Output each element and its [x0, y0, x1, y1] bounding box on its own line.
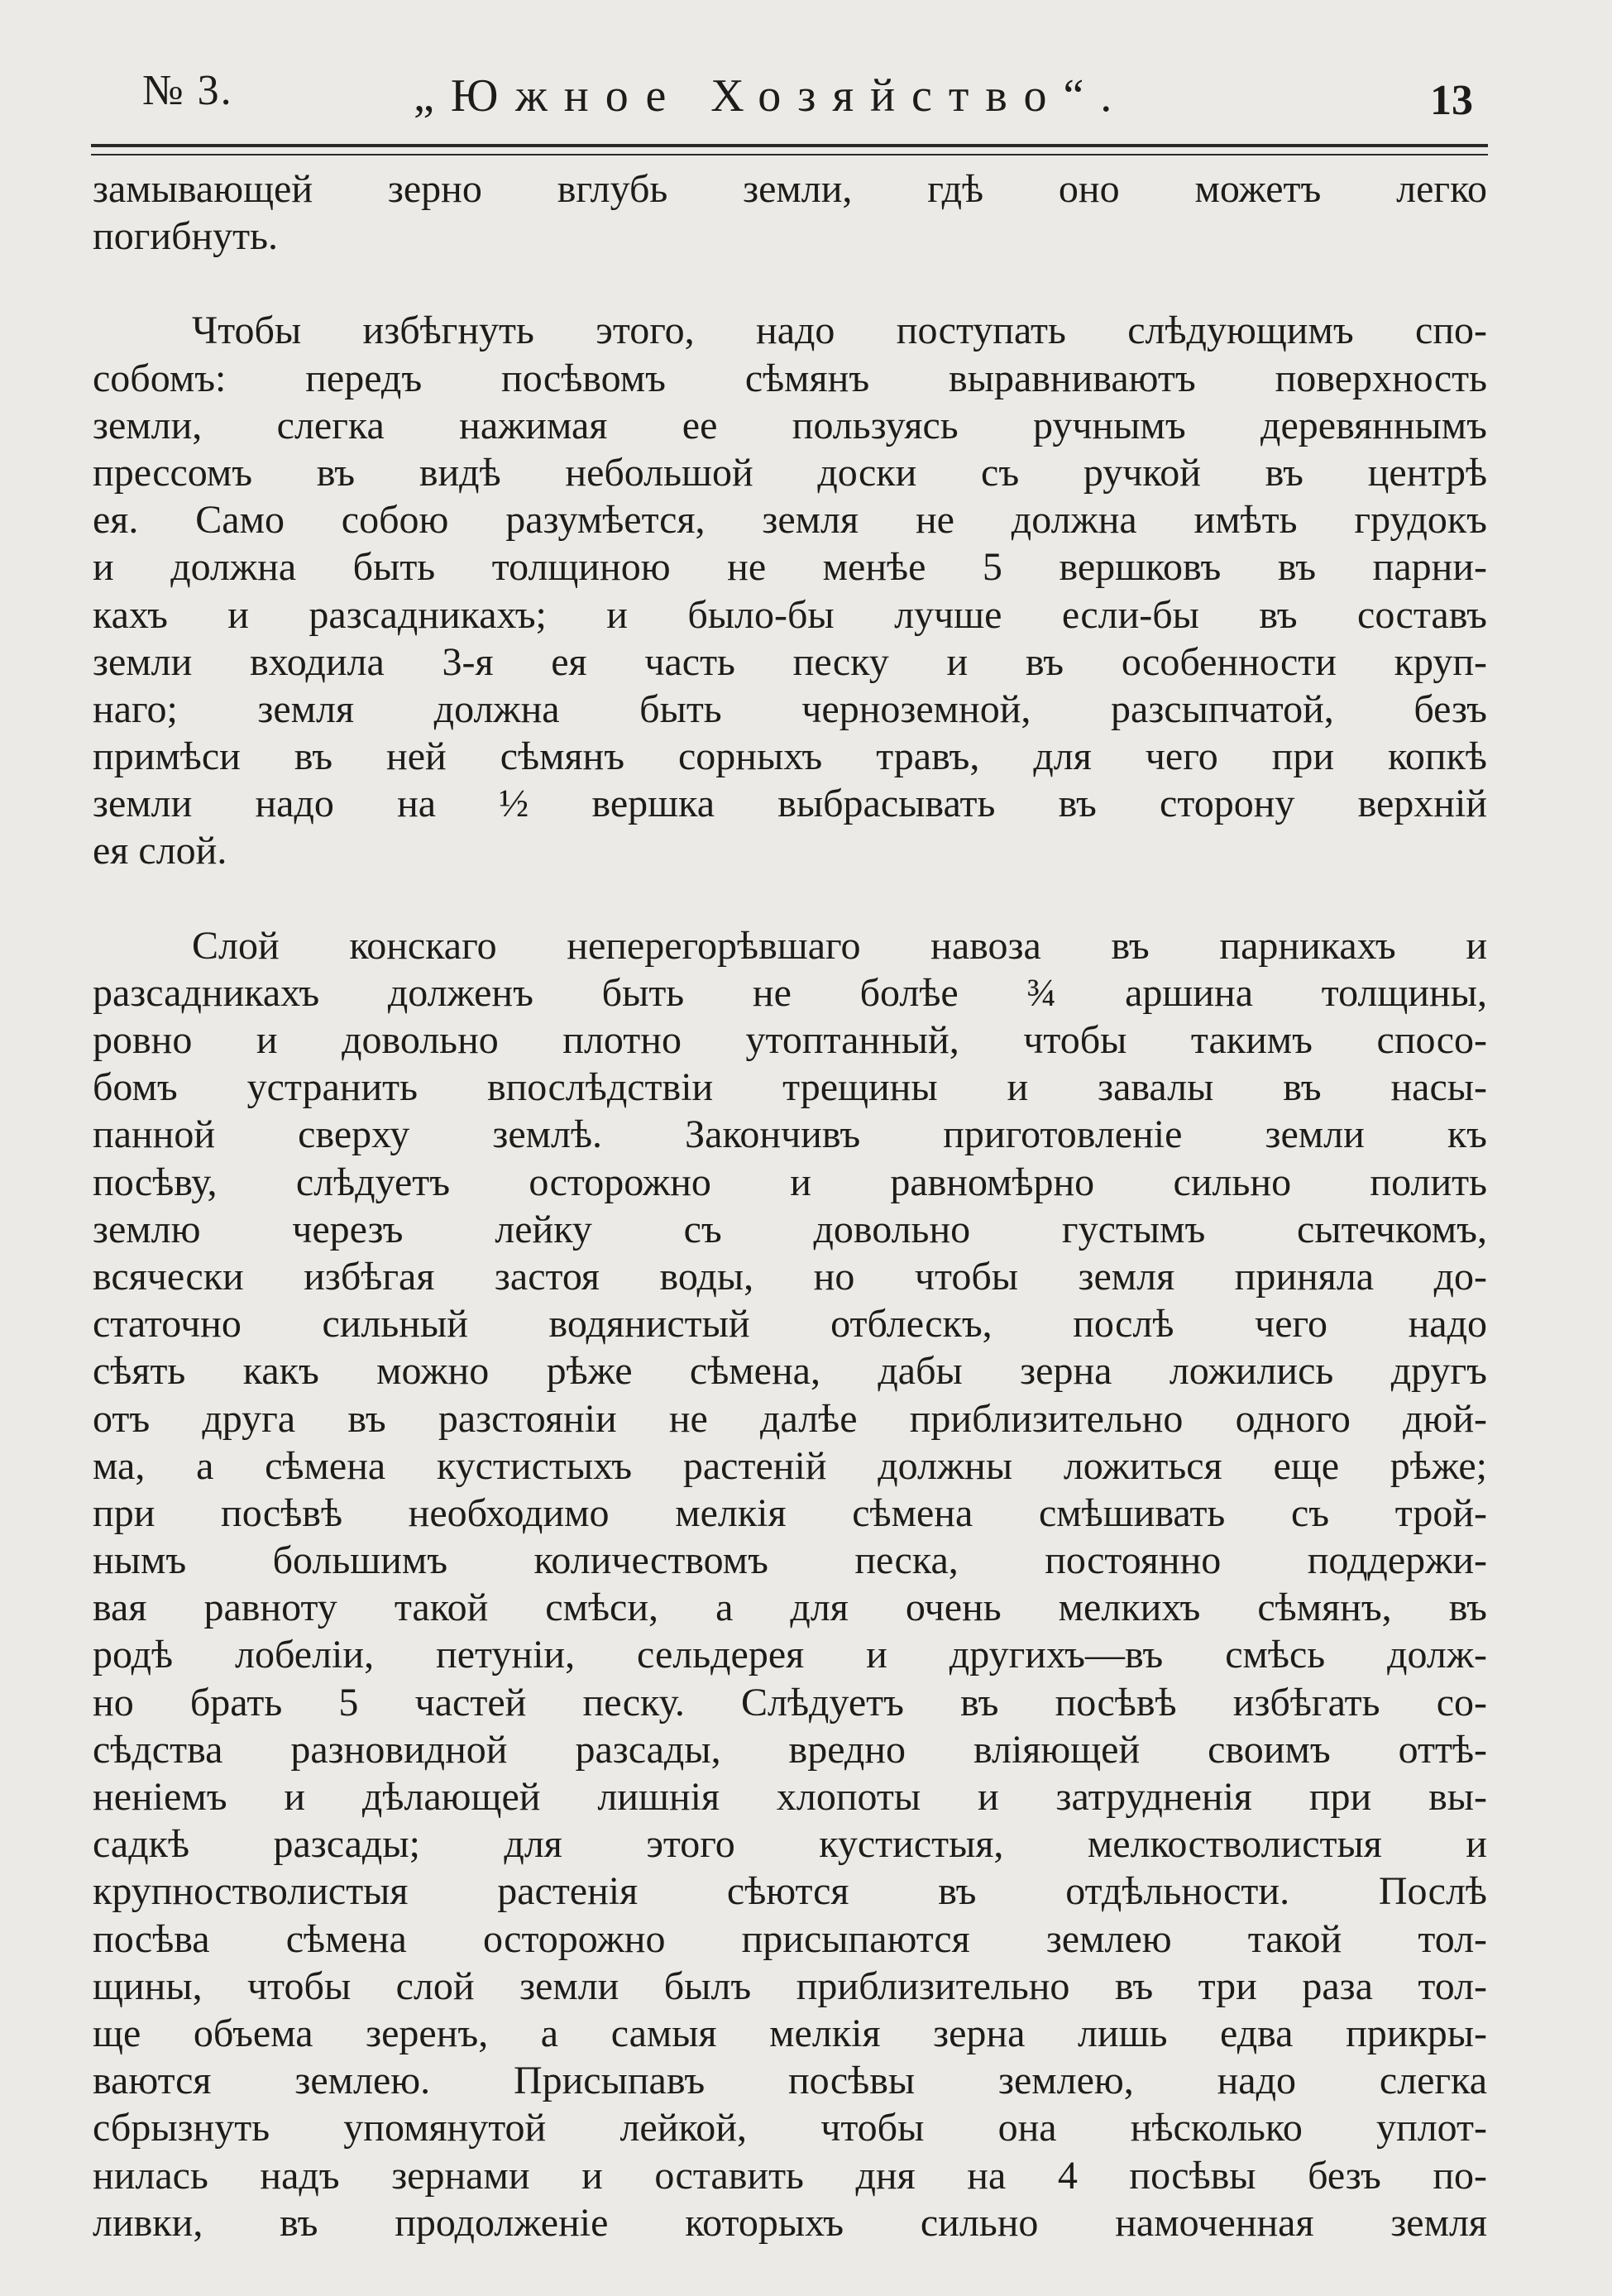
text-line: нымъ большимъ количествомъ песка, постоянно поддержи- [93, 1538, 1487, 1583]
header-rule-thick [91, 144, 1488, 147]
paragraph-gap [93, 875, 1487, 922]
text-line: собомъ: передъ посѣвомъ сѣмянъ выравниваютъ поверхность [93, 356, 1487, 400]
text-line: замывающей зерно вглубь земли, гдѣ оно можетъ легко [93, 167, 1487, 211]
text-line: посѣва сѣмена осторожно присыпаются землею такой тол- [93, 1916, 1487, 1961]
text-line: всячески избѣгая застоя воды, но чтобы земля приняла до- [93, 1254, 1487, 1299]
text-line: родѣ лобелiи, петунiи, сельдерея и другихъ—въ смѣсь долж- [93, 1633, 1487, 1677]
text-line: примѣси въ ней сѣмянъ сорныхъ травъ, для чего при копкѣ [93, 734, 1487, 779]
issue-number: № 3. [142, 67, 233, 114]
text-line: и должна быть толщиною не менѣе 5 вершковъ въ парни- [93, 545, 1487, 590]
text-line: ще объема зеренъ, а самыя мелкiя зерна лишь едва прикры- [93, 2011, 1487, 2055]
header-rule-thin [91, 154, 1488, 155]
text-line: сѣдства разновидной разсады, вредно влiяющей своимъ оттѣ- [93, 1727, 1487, 1772]
text-line: ровно и довольно плотно утоптанный, чтобы такимъ спосо- [93, 1018, 1487, 1062]
page-number: 13 [1430, 77, 1473, 124]
text-line: при посѣвѣ необходимо мелкiя сѣмена смѣшивать съ трой- [93, 1490, 1487, 1535]
text-line: крупностволистыя растенiя сѣются въ отдѣльности. Послѣ [93, 1869, 1487, 1914]
text-line: ливки, въ продолженiе которыхъ сильно намоченная земля [93, 2200, 1487, 2245]
paragraph [93, 922, 1487, 2246]
text-line: погибнуть. [93, 214, 279, 259]
text-line: землю черезъ лейку съ довольно густымъ сытечкомъ, [93, 1207, 1487, 1251]
text-line: ея слой. [93, 829, 227, 873]
paragraph [93, 307, 1487, 874]
text-line: панной сверху землѣ. Закончивъ приготовленiе земли къ [93, 1112, 1487, 1157]
text-line: разсадникахъ долженъ быть не болѣе ¾ аршина толщины, [93, 970, 1487, 1015]
article-body [93, 165, 1487, 2246]
text-line: бомъ устранить впослѣдствiи трещины и завалы въ насы- [93, 1065, 1487, 1110]
running-header [91, 51, 1488, 151]
text-line: кахъ и разсадникахъ; и было-бы лучше если-бы въ составъ [93, 592, 1487, 637]
text-line: Чтобы избѣгнуть этого, надо поступать слѣдующимъ спо- [192, 309, 1487, 353]
text-line: прессомъ въ видѣ небольшой доски съ ручкой въ центрѣ [93, 450, 1487, 495]
text-line: ваются землею. Присыпавъ посѣвы землею, надо слегка [93, 2059, 1487, 2103]
text-line: ма, а сѣмена кустистыхъ растенiй должны ложиться еще рѣже; [93, 1443, 1487, 1488]
text-line: ея. Само собою разумѣется, земля не должна имѣть грудокъ [93, 498, 1487, 543]
text-line: отъ друга въ разстоянiи не далѣе приблизительно одного дюй- [93, 1396, 1487, 1441]
text-line: нилась надъ зернами и оставить дня на 4 посѣвы безъ по- [93, 2153, 1487, 2198]
text-line: но брать 5 частей песку. Слѣдуетъ въ посѣвѣ избѣгать со- [93, 1680, 1487, 1724]
text-line: сѣять какъ можно рѣже сѣмена, дабы зерна ложились другъ [93, 1349, 1487, 1394]
text-line: вая равноту такой смѣси, а для очень мелкихъ сѣмянъ, въ [93, 1586, 1487, 1630]
text-line: ненiемъ и дѣлающей лишнiя хлопоты и затрудненiя при вы- [93, 1775, 1487, 1819]
paragraph-gap [93, 260, 1487, 307]
text-line: щины, чтобы слой земли былъ приблизительно въ три раза тол- [93, 1964, 1487, 2008]
text-line: статочно сильный водянистый отблескъ, послѣ чего надо [93, 1302, 1487, 1347]
text-line: сбрызнуть упомянутой лейкой, чтобы она нѣсколько уплот- [93, 2106, 1487, 2150]
text-line: земли надо на ½ вершка выбрасывать въ сторону верхнiй [93, 782, 1487, 826]
text-line: наго; земля должна быть черноземной, разсыпчатой, безъ [93, 686, 1487, 731]
text-line: садкѣ разсады; для этого кустистыя, мелкостволистыя и [93, 1822, 1487, 1867]
text-line: посѣву, слѣдуетъ осторожно и равномѣрно сильно полить [93, 1160, 1487, 1204]
paragraph [93, 165, 1487, 260]
journal-title: „Южное Хозяйство“. [414, 70, 1129, 122]
text-line: земли, слегка нажимая ее пользуясь ручнымъ деревяннымъ [93, 403, 1487, 447]
text-line: Слой конскаго неперегорѣвшаго навоза въ парникахъ и [192, 923, 1487, 968]
text-line: земли входила 3-я ея часть песку и въ особенности круп- [93, 639, 1487, 684]
